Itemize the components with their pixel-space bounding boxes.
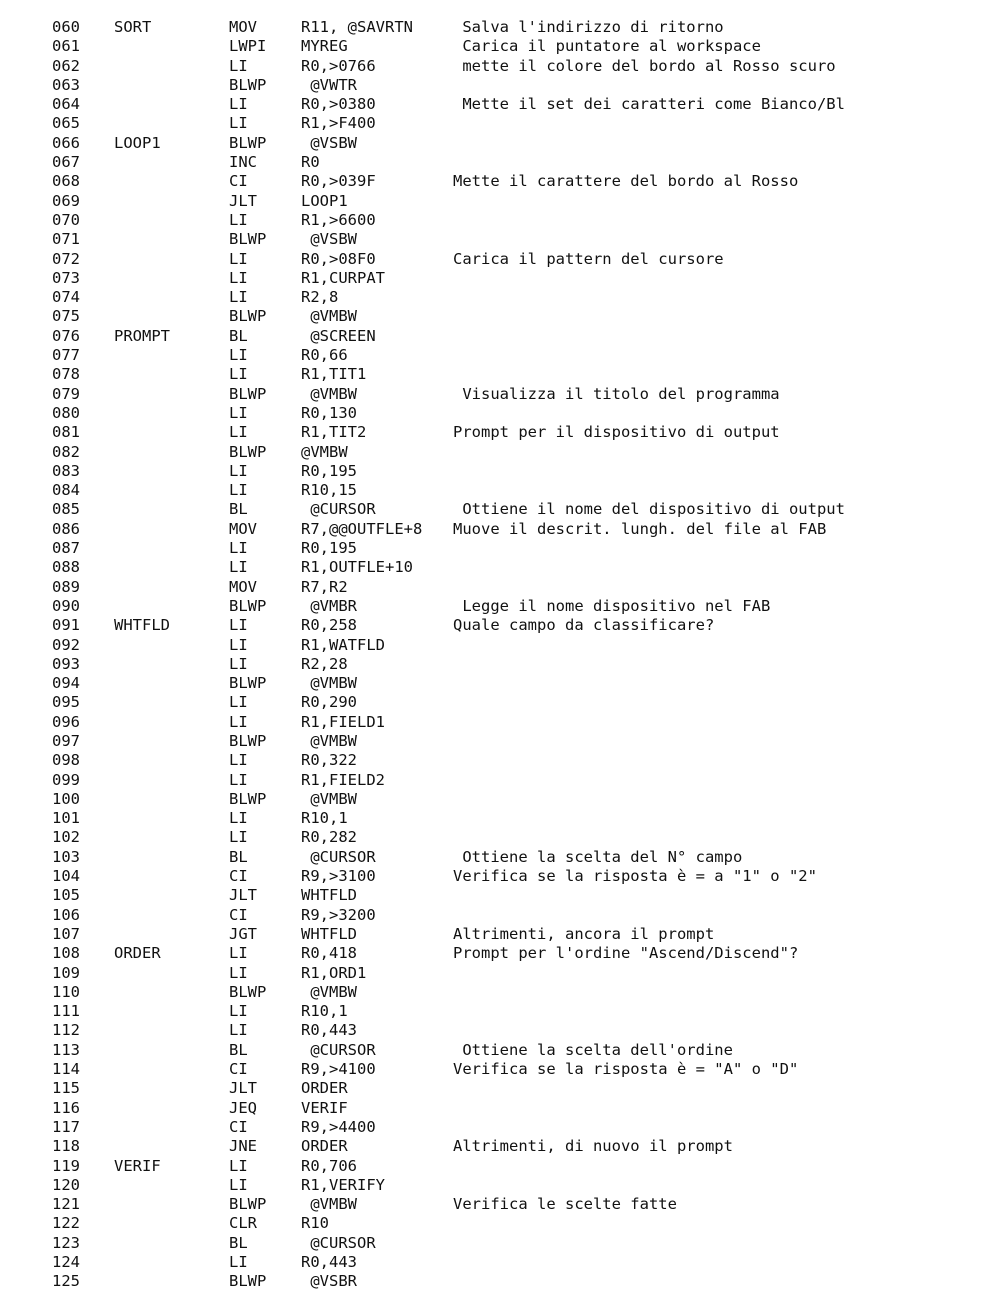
comment: mette il colore del bordo al Rosso scuro [453, 56, 836, 75]
operands: ORDER [301, 1079, 348, 1098]
operands: R10,1 [301, 1002, 348, 1021]
code-line [0, 867, 1000, 886]
operands: R9,>4400 [301, 1117, 376, 1136]
operands: @VMBW [301, 1195, 357, 1214]
code-line [0, 983, 1000, 1002]
code-line [0, 790, 1000, 809]
line-number: 087 [52, 539, 80, 558]
operands: @VWTR [301, 75, 357, 94]
line-number: 077 [52, 346, 80, 365]
operands: @VMBW [301, 384, 357, 403]
line-number: 106 [52, 905, 80, 924]
line-number: 064 [52, 95, 80, 114]
line-number: 070 [52, 210, 80, 229]
opcode: CI [229, 867, 248, 886]
opcode: LI [229, 114, 248, 133]
opcode: JGT [229, 924, 257, 943]
comment: Ottiene la scelta del N° campo [453, 847, 743, 866]
operands: R1,>6600 [301, 210, 376, 229]
line-number: 123 [52, 1233, 80, 1252]
line-number: 111 [52, 1002, 80, 1021]
code-line [0, 57, 1000, 76]
opcode: JLT [229, 1079, 257, 1098]
line-number: 110 [52, 982, 80, 1001]
line-number: 109 [52, 963, 80, 982]
opcode: LI [229, 346, 248, 365]
opcode: LI [229, 1002, 248, 1021]
operands: MYREG [301, 37, 348, 56]
line-number: 061 [52, 37, 80, 56]
code-line [0, 76, 1000, 95]
comment: Mette il carattere del bordo al Rosso [453, 172, 799, 191]
comment: Verifica se la risposta è = "A" o "D" [453, 1060, 799, 1079]
operands: @VMBW [301, 789, 357, 808]
operands: R0 [301, 153, 320, 172]
operands: @VMBW [301, 982, 357, 1001]
opcode: BLWP [229, 230, 267, 249]
line-number: 079 [52, 384, 80, 403]
opcode: INC [229, 153, 257, 172]
line-number: 071 [52, 230, 80, 249]
opcode: JEQ [229, 1098, 257, 1117]
code-line [0, 1060, 1000, 1079]
code-line [0, 1176, 1000, 1195]
operands: @VMBW [301, 307, 357, 326]
opcode: LI [229, 751, 248, 770]
line-number: 090 [52, 596, 80, 615]
operands: @CURSOR [301, 500, 376, 519]
comment: Salva l'indirizzo di ritorno [453, 18, 724, 36]
line-number: 066 [52, 133, 80, 152]
opcode: LI [229, 963, 248, 982]
operands: R0,195 [301, 461, 357, 480]
operands: R9,>4100 [301, 1060, 376, 1079]
comment: Verifica le scelte fatte [453, 1195, 677, 1214]
operands: R7,R2 [301, 577, 348, 596]
comment: Altrimenti, di nuovo il prompt [453, 1137, 733, 1156]
line-number: 063 [52, 75, 80, 94]
code-line [0, 327, 1000, 346]
line-number: 092 [52, 635, 80, 654]
code-line [0, 346, 1000, 365]
comment: Carica il puntatore al workspace [453, 37, 761, 56]
opcode: BLWP [229, 674, 267, 693]
operands: R1,ORD1 [301, 963, 367, 982]
opcode: LI [229, 423, 248, 442]
code-line [0, 37, 1000, 56]
code-line [0, 886, 1000, 905]
line-number: 085 [52, 500, 80, 519]
opcode: BLWP [229, 789, 267, 808]
opcode: BLWP [229, 307, 267, 326]
opcode: LI [229, 288, 248, 307]
opcode: LI [229, 365, 248, 384]
line-number: 115 [52, 1079, 80, 1098]
operands: @VSBW [301, 133, 357, 152]
code-line [0, 500, 1000, 519]
operands: R11, @SAVRTN [301, 18, 413, 36]
comment: Ottiene la scelta dell'ordine [453, 1040, 733, 1059]
line-number: 112 [52, 1021, 80, 1040]
opcode: CI [229, 1060, 248, 1079]
code-line [0, 1234, 1000, 1253]
operands: R0,418 [301, 944, 357, 963]
opcode: LI [229, 210, 248, 229]
operands: R1,FIELD2 [301, 770, 385, 789]
code-line [0, 1118, 1000, 1137]
code-line [0, 828, 1000, 847]
line-number: 095 [52, 693, 80, 712]
code-line [0, 385, 1000, 404]
code-line [0, 1137, 1000, 1156]
code-line [0, 365, 1000, 384]
code-line [0, 211, 1000, 230]
opcode: LI [229, 558, 248, 577]
opcode: LI [229, 95, 248, 114]
opcode: LI [229, 654, 248, 673]
operands: @CURSOR [301, 1040, 376, 1059]
opcode: LI [229, 56, 248, 75]
label: SORT [114, 18, 152, 36]
opcode: LI [229, 616, 248, 635]
opcode: LI [229, 828, 248, 847]
label: WHTFLD [114, 616, 170, 635]
opcode: BL [229, 1040, 248, 1059]
opcode: MOV [229, 519, 257, 538]
code-line [0, 636, 1000, 655]
opcode: CI [229, 172, 248, 191]
line-number: 098 [52, 751, 80, 770]
operands: R0,>08F0 [301, 249, 376, 268]
code-line [0, 1195, 1000, 1214]
line-number: 073 [52, 268, 80, 287]
line-number: 121 [52, 1195, 80, 1214]
opcode: LI [229, 712, 248, 731]
line-number: 107 [52, 924, 80, 943]
line-number: 081 [52, 423, 80, 442]
code-line [0, 462, 1000, 481]
line-number: 076 [52, 326, 80, 345]
code-line [0, 906, 1000, 925]
opcode: BLWP [229, 133, 267, 152]
opcode: JLT [229, 191, 257, 210]
opcode: MOV [229, 18, 257, 36]
operands: @CURSOR [301, 847, 376, 866]
code-line [0, 443, 1000, 462]
operands: @VSBW [301, 230, 357, 249]
operands: @VMBW [301, 442, 348, 461]
code-line [0, 693, 1000, 712]
operands: R0,>0380 [301, 95, 376, 114]
opcode: BLWP [229, 384, 267, 403]
code-line [0, 578, 1000, 597]
line-number: 099 [52, 770, 80, 789]
code-line [0, 1021, 1000, 1040]
operands: R1,FIELD1 [301, 712, 385, 731]
line-number: 065 [52, 114, 80, 133]
line-number: 122 [52, 1214, 80, 1233]
code-line [0, 172, 1000, 191]
opcode: CI [229, 1117, 248, 1136]
comment: Mette il set dei caratteri come Bianco/Bl [453, 95, 845, 114]
line-number: 060 [52, 18, 80, 36]
opcode: BL [229, 500, 248, 519]
opcode: CLR [229, 1214, 257, 1233]
code-line [0, 616, 1000, 635]
line-number: 089 [52, 577, 80, 596]
code-line [0, 288, 1000, 307]
opcode: BLWP [229, 1195, 267, 1214]
opcode: LWPI [229, 37, 267, 56]
code-line [0, 153, 1000, 172]
line-number: 117 [52, 1117, 80, 1136]
code-line [0, 520, 1000, 539]
opcode: LI [229, 249, 248, 268]
comment: Verifica se la risposta è = a "1" o "2" [453, 867, 817, 886]
line-number: 101 [52, 809, 80, 828]
opcode: LI [229, 944, 248, 963]
operands: R0,258 [301, 616, 357, 635]
code-line [0, 1214, 1000, 1233]
code-line [0, 674, 1000, 693]
operands: R0,>039F [301, 172, 376, 191]
line-number: 124 [52, 1253, 80, 1271]
label: ORDER [114, 944, 161, 963]
code-line [0, 192, 1000, 211]
comment: Quale campo da classificare? [453, 616, 715, 635]
code-line [0, 1272, 1000, 1291]
code-line [0, 1079, 1000, 1098]
line-number: 080 [52, 403, 80, 422]
opcode: BLWP [229, 596, 267, 615]
opcode: LI [229, 403, 248, 422]
operands: @VMBW [301, 674, 357, 693]
operands: LOOP1 [301, 191, 348, 210]
line-number: 088 [52, 558, 80, 577]
line-number: 104 [52, 867, 80, 886]
operands: R0,443 [301, 1253, 357, 1271]
opcode: JNE [229, 1137, 257, 1156]
line-number: 102 [52, 828, 80, 847]
code-line [0, 809, 1000, 828]
operands: WHTFLD [301, 886, 357, 905]
opcode: BLWP [229, 982, 267, 1001]
line-number: 082 [52, 442, 80, 461]
code-line [0, 558, 1000, 577]
operands: R0,290 [301, 693, 357, 712]
code-line [0, 597, 1000, 616]
code-line [0, 18, 1000, 37]
comment: Visualizza il titolo del programma [453, 384, 780, 403]
opcode: LI [229, 461, 248, 480]
opcode: MOV [229, 577, 257, 596]
comment: Carica il pattern del cursore [453, 249, 724, 268]
operands: R0,282 [301, 828, 357, 847]
operands: R9,>3200 [301, 905, 376, 924]
line-number: 093 [52, 654, 80, 673]
line-number: 116 [52, 1098, 80, 1117]
opcode: LI [229, 539, 248, 558]
line-number: 119 [52, 1156, 80, 1175]
comment: Prompt per il dispositivo di output [453, 423, 780, 442]
opcode: BLWP [229, 731, 267, 750]
operands: R0,66 [301, 346, 348, 365]
opcode: BLWP [229, 442, 267, 461]
opcode: LI [229, 481, 248, 500]
operands: R10,15 [301, 481, 357, 500]
line-number: 091 [52, 616, 80, 635]
code-line [0, 944, 1000, 963]
line-number: 096 [52, 712, 80, 731]
code-line [0, 925, 1000, 944]
comment: Prompt per l'ordine "Ascend/Discend"? [453, 944, 799, 963]
operands: R0,>0766 [301, 56, 376, 75]
code-line [0, 539, 1000, 558]
line-number: 083 [52, 461, 80, 480]
code-line [0, 307, 1000, 326]
label: VERIF [114, 1156, 161, 1175]
comment: Ottiene il nome del dispositivo di output [453, 500, 845, 519]
operands: R2,8 [301, 288, 339, 307]
line-number: 084 [52, 481, 80, 500]
line-number: 100 [52, 789, 80, 808]
label: PROMPT [114, 326, 170, 345]
opcode: LI [229, 268, 248, 287]
operands: R9,>3100 [301, 867, 376, 886]
line-number: 067 [52, 153, 80, 172]
operands: R1,>F400 [301, 114, 376, 133]
line-number: 072 [52, 249, 80, 268]
code-line [0, 1253, 1000, 1272]
line-number: 094 [52, 674, 80, 693]
code-line [0, 269, 1000, 288]
code-line [0, 1002, 1000, 1021]
comment: Muove il descrit. lungh. del file al FAB [453, 519, 827, 538]
comment: Legge il nome dispositivo nel FAB [453, 596, 771, 615]
operands: R1,TIT2 [301, 423, 367, 442]
opcode: LI [229, 635, 248, 654]
line-number: 120 [52, 1175, 80, 1194]
line-number: 069 [52, 191, 80, 210]
opcode: BLWP [229, 75, 267, 94]
operands: R0,195 [301, 539, 357, 558]
line-number: 108 [52, 944, 80, 963]
opcode: LI [229, 1175, 248, 1194]
code-line [0, 250, 1000, 269]
operands: R1,CURPAT [301, 268, 385, 287]
code-line [0, 423, 1000, 442]
line-number: 078 [52, 365, 80, 384]
opcode: BL [229, 847, 248, 866]
operands: R1,VERIFY [301, 1175, 385, 1194]
line-number: 114 [52, 1060, 80, 1079]
code-line [0, 1041, 1000, 1060]
code-line [0, 404, 1000, 423]
line-number: 105 [52, 886, 80, 905]
operands: R1,OUTFLE+10 [301, 558, 413, 577]
code-line [0, 732, 1000, 751]
operands: R2,28 [301, 654, 348, 673]
operands: R10 [301, 1214, 329, 1233]
code-line [0, 134, 1000, 153]
opcode: LI [229, 1253, 248, 1271]
opcode: CI [229, 905, 248, 924]
operands: @SCREEN [301, 326, 376, 345]
operands: VERIF [301, 1098, 348, 1117]
label: LOOP1 [114, 133, 161, 152]
code-line [0, 655, 1000, 674]
operands: R7,@@OUTFLE+8 [301, 519, 423, 538]
code-line [0, 771, 1000, 790]
code-line [0, 964, 1000, 983]
line-number: 118 [52, 1137, 80, 1156]
code-line [0, 1157, 1000, 1176]
line-number: 074 [52, 288, 80, 307]
operands: @VSBR [301, 1272, 357, 1291]
line-number: 062 [52, 56, 80, 75]
opcode: JLT [229, 886, 257, 905]
line-number: 068 [52, 172, 80, 191]
operands: R1,TIT1 [301, 365, 367, 384]
opcode: LI [229, 693, 248, 712]
operands: R0,322 [301, 751, 357, 770]
opcode: LI [229, 1156, 248, 1175]
operands: R0,706 [301, 1156, 357, 1175]
opcode: BL [229, 1233, 248, 1252]
operands: R1,WATFLD [301, 635, 385, 654]
line-number: 125 [52, 1272, 80, 1291]
operands: R0,130 [301, 403, 357, 422]
code-line [0, 1099, 1000, 1118]
line-number: 097 [52, 731, 80, 750]
line-number: 075 [52, 307, 80, 326]
code-line [0, 230, 1000, 249]
opcode: BL [229, 326, 248, 345]
opcode: BLWP [229, 1272, 267, 1291]
operands: WHTFLD [301, 924, 357, 943]
operands: @CURSOR [301, 1233, 376, 1252]
code-line [0, 751, 1000, 770]
line-number: 103 [52, 847, 80, 866]
operands: ORDER [301, 1137, 348, 1156]
operands: @VMBW [301, 731, 357, 750]
assembly-listing [0, 18, 1000, 1292]
operands: @VMBR [301, 596, 357, 615]
code-line [0, 713, 1000, 732]
code-line [0, 114, 1000, 133]
comment: Altrimenti, ancora il prompt [453, 924, 715, 943]
line-number: 086 [52, 519, 80, 538]
code-line [0, 481, 1000, 500]
code-line [0, 848, 1000, 867]
opcode: LI [229, 1021, 248, 1040]
operands: R0,443 [301, 1021, 357, 1040]
opcode: LI [229, 809, 248, 828]
opcode: LI [229, 770, 248, 789]
line-number: 113 [52, 1040, 80, 1059]
code-line [0, 95, 1000, 114]
operands: R10,1 [301, 809, 348, 828]
